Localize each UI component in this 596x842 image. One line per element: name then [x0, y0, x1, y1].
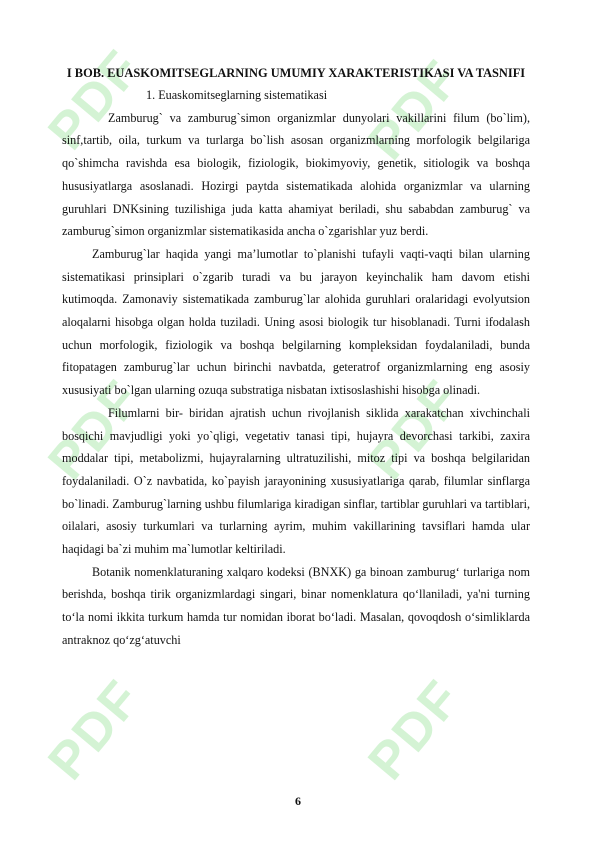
- section-subheading: 1. Euaskomitseglarning sistematikasi: [146, 88, 328, 102]
- watermark-pdf: PDF: [357, 49, 473, 171]
- watermark-pdf: PDF: [37, 669, 153, 791]
- paragraph: Zamburug` va zamburug`simon organizmlar dunyolari vakillarini filum (bo`lim), sinf,tartib, oila, turkum va turlarga bo`lish asosan organizmlarning morfologik belgilariga qo`shimcha ravishda esa biologik, fiziologik, biokimyoviy, genetik, sitiologik va boshqa hususiyatlarga asoslanadi. Hozirgi paytda sistematikada alohida organizmlar va ularning guruhlari DNKsining tuzilishiga juda katta ahamiyat beriladi, shu sababdan zamburug` va zamburug`simon organizmlar sistematikasida ancha o`zgarishlar yuz berdi.: [62, 110, 530, 239]
- watermark-pdf: PDF: [357, 369, 473, 491]
- chapter-heading: I BOB. EUASKOMITSEGLARNING UMUMIY XARAKTERISTIKASI VA TASNIFI: [66, 66, 526, 80]
- paragraph: Botanik nomenklaturaning xalqaro kodeksi (BNXK) ga binoan zamburug‘ turlariga nom berishda, boshqa tirik organizmlardagi singari, binar nomenklatura qo‘llaniladi, ya'ni turning to‘la nomi ikkita turkum hamda tur nomidan iborat bo‘ladi. Masalan, qovoqdosh o‘simliklarda antraknoz qo‘zg‘atuvchi: [62, 564, 530, 647]
- watermark-pdf: PDF: [357, 669, 473, 791]
- paragraph: Filumlarni bir- biridan ajratish uchun rivojlanish siklida xarakatchan xivchinchali bosqichi mavjudligi yoki yo`qligi, vegetativ tanasi tipi, hujayra devorchasi tarkibi, zaxira moddalar tipi, metabolizmi, hujayralarning ultratuzilishi, mitoz tipi va boshqa belgilaridan foydalaniladi. O`z navbatida, ko`payish jarayonining xususiyatlariga qarab, filumlar sinflarga bo`linadi. Zamburug`larning ushbu filumlariga kiradigan sinflar, tartiblar guruhlari va tartiblari, oilalari, asosiy turkumlari va turlarning ayrim, muhim vakillarining tavsiflari hamda ular haqidagi ba`zi muhim ma`lumotlar keltiriladi.: [62, 405, 530, 557]
- page-number: 6: [295, 794, 301, 808]
- watermark-pdf: PDF: [37, 39, 153, 161]
- watermark-pdf: PDF: [37, 369, 153, 491]
- document-body: [62, 62, 530, 652]
- paragraph: Zamburug`lar haqida yangi ma’lumotlar to`planishi tufayli vaqti-vaqti bilan ularning sistematikasi prinsiplari o`zgarib turadi va bu jarayon keyinchalik ham davom etishi kutimoqda. Zamonaviy sistematikada zamburug`lar alohida guruhlari oralaridagi evolyutsion aloqalarni hisobga olgan holda tuziladi. Uning asosi biologik tur hisoblanadi. Turni ifodalash uchun morfologik, fiziologik va boshqa belgilarning kompleksidan foydalaniladi, bunda fitopatagen zamburug`lar uchun birinchi navbatda, geteratrof organizmlarning eng asosiy xususiyati bo`lgan ularning ozuqa substratiga nisbatan ixtisoslashishi hisobga olinadi.: [62, 246, 530, 398]
